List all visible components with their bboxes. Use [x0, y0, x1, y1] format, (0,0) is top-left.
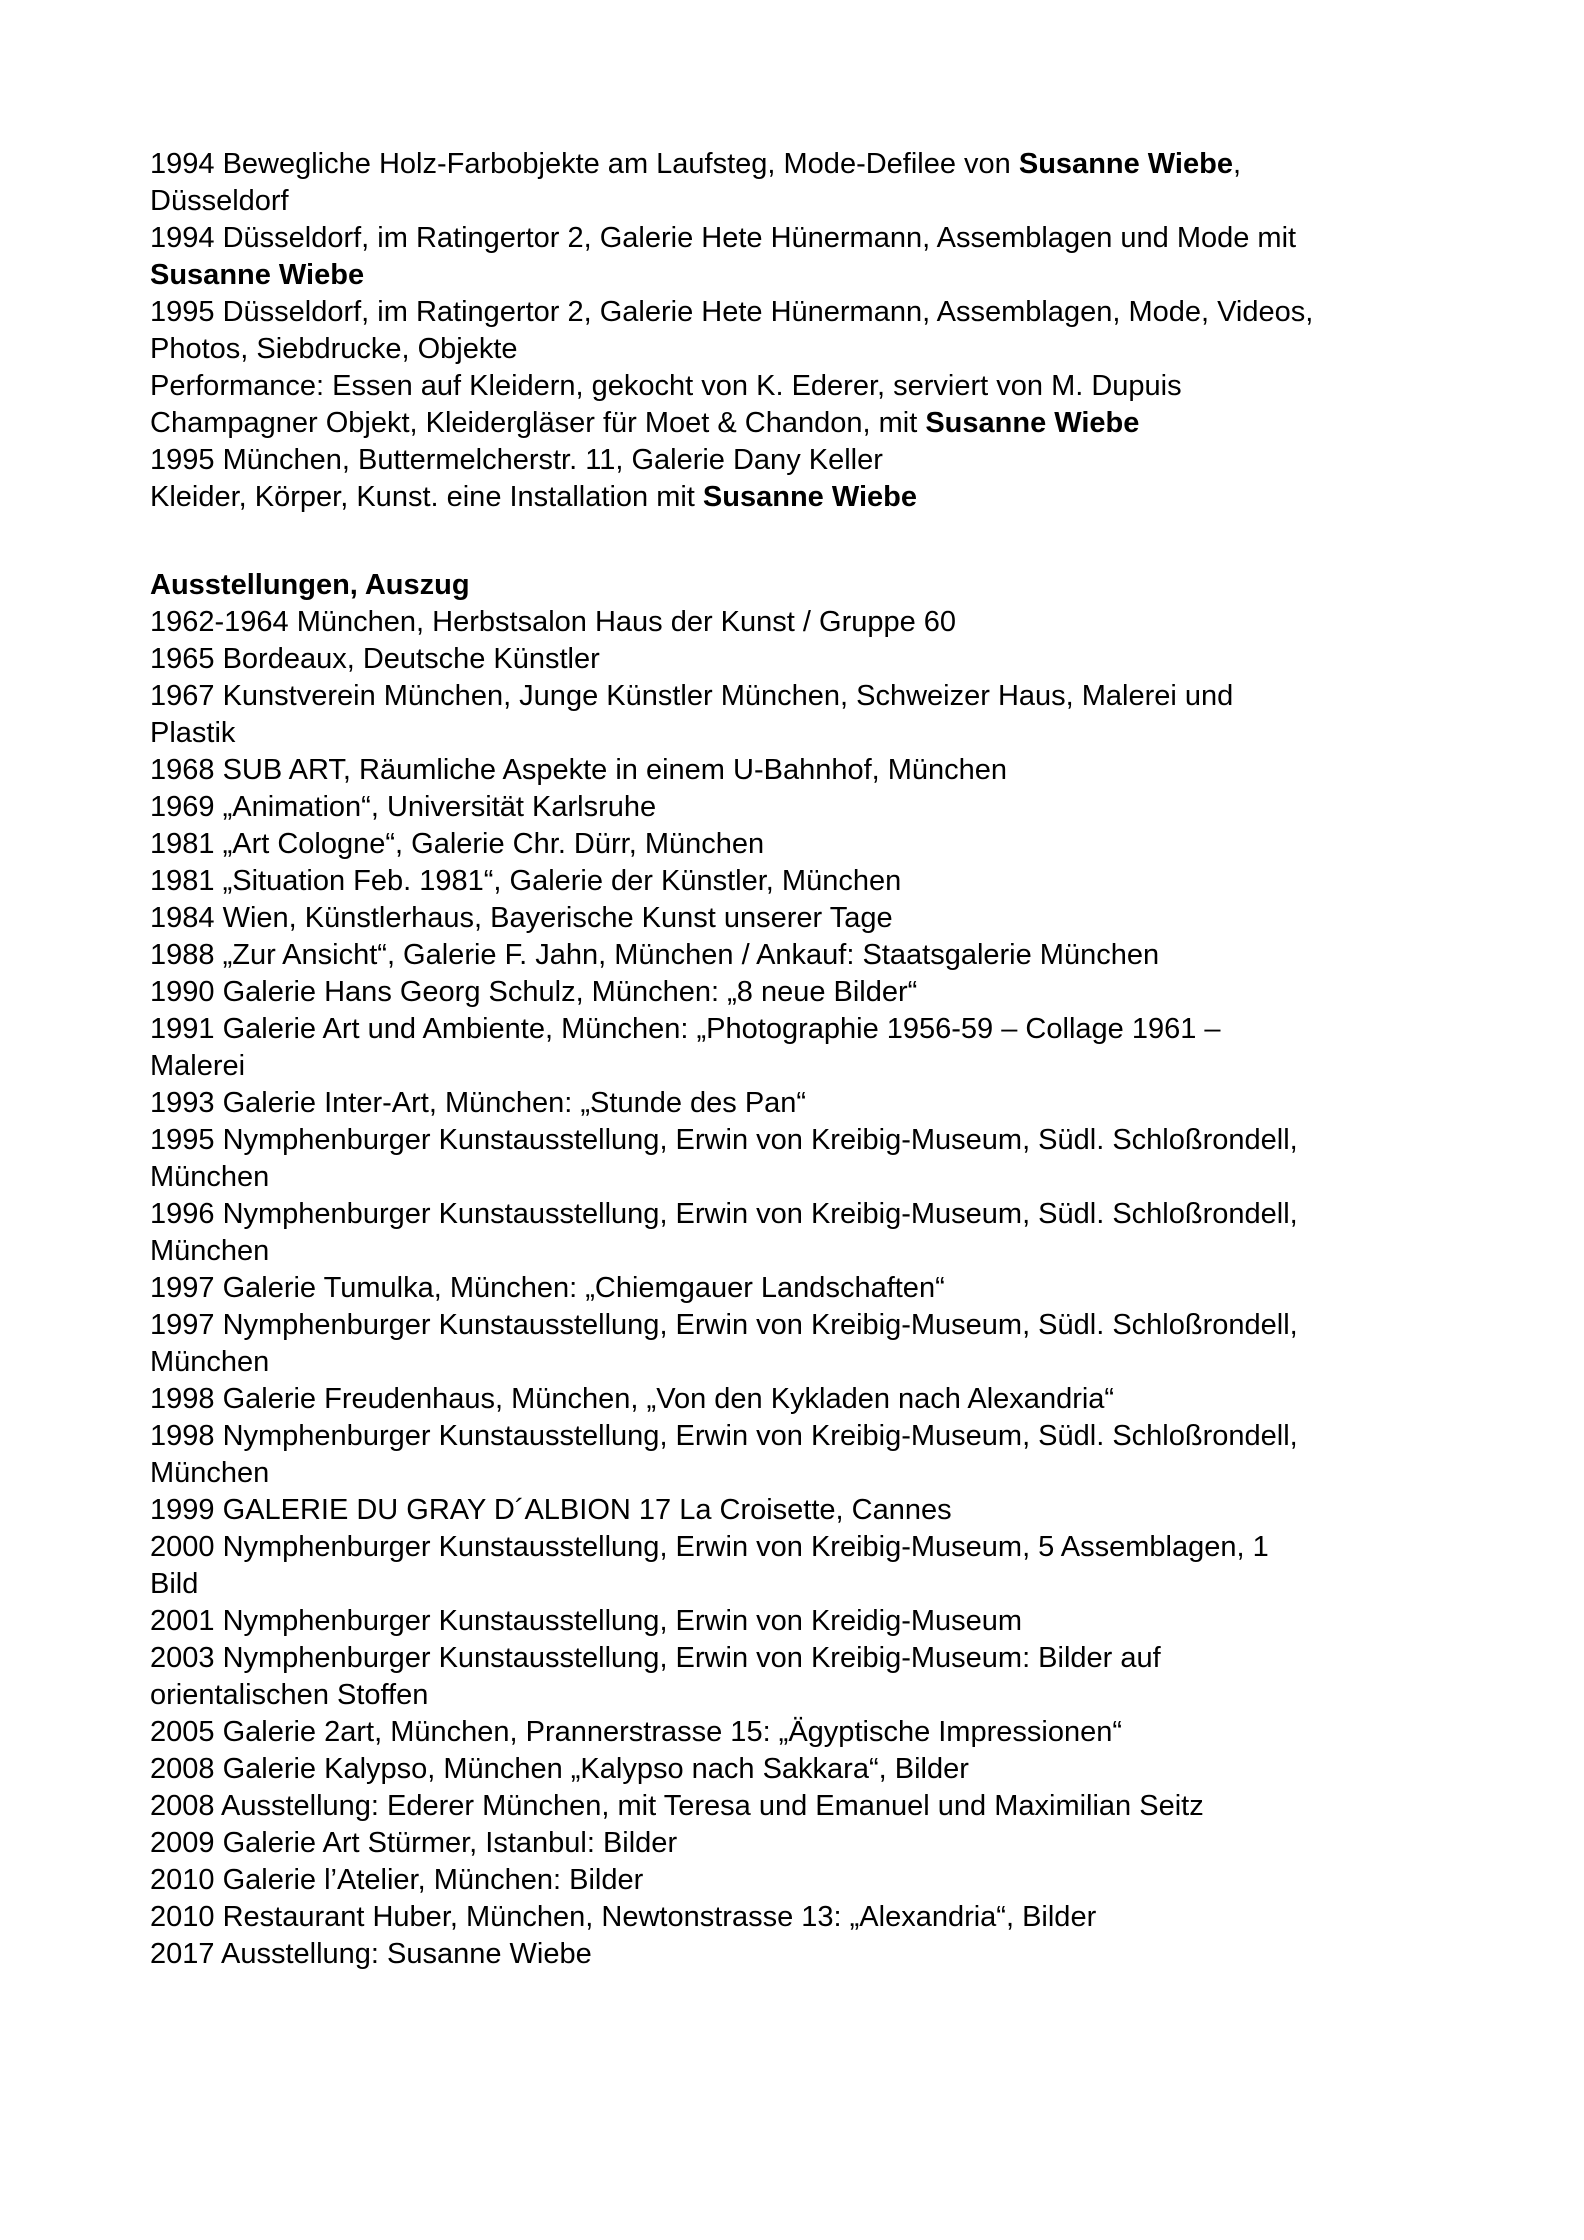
text-run: München [150, 1161, 270, 1193]
text-run: Champagner Objekt, Kleidergläser für Moet & Chandon, mit [150, 407, 926, 439]
text-run: 1998 Nymphenburger Kunstausstellung, Erwin von Kreibig-Museum, Südl. Schloßrondell, [150, 1420, 1298, 1452]
text-run: 1996 Nymphenburger Kunstausstellung, Erwin von Kreibig-Museum, Südl. Schloßrondell, [150, 1198, 1298, 1230]
text-line [150, 146, 1510, 183]
text-run: 1969 „Animation“, Universität Karlsruhe [150, 791, 657, 823]
text-run: Düsseldorf [150, 185, 289, 217]
text-run: 2001 Nymphenburger Kunstausstellung, Erwin von Kreidig-Museum [150, 1605, 1023, 1637]
text-line [150, 1603, 1510, 1640]
text-line [150, 641, 1510, 678]
text-run: 1962-1964 München, Herbstsalon Haus der Kunst / Gruppe 60 [150, 606, 957, 638]
text-run: 1993 Galerie Inter-Art, München: „Stunde des Pan“ [150, 1087, 807, 1119]
text-run: 1984 Wien, Künstlerhaus, Bayerische Kunst unserer Tage [150, 902, 893, 934]
text-line [150, 1455, 1510, 1492]
text-line [150, 1344, 1510, 1381]
text-line [150, 331, 1510, 368]
text-run: 2017 Ausstellung: Susanne Wiebe [150, 1938, 592, 1970]
text-line [150, 368, 1510, 405]
text-line [150, 257, 1510, 294]
text-run: 1998 Galerie Freudenhaus, München, „Von den Kykladen nach Alexandria“ [150, 1383, 1115, 1415]
text-run: orientalischen Stoffen [150, 1679, 429, 1711]
text-line [150, 1714, 1510, 1751]
text-line [150, 863, 1510, 900]
text-run: Kleider, Körper, Kunst. eine Installation mit [150, 481, 703, 513]
text-run: Photos, Siebdrucke, Objekte [150, 333, 518, 365]
bold-text-run: Susanne Wiebe [702, 481, 917, 513]
text-line [150, 752, 1510, 789]
text-line [150, 1566, 1510, 1603]
text-run: München [150, 1346, 270, 1378]
text-run: 1981 „Situation Feb. 1981“, Galerie der Künstler, München [150, 865, 902, 897]
text-run: 2008 Ausstellung: Ederer München, mit Teresa und Emanuel und Maximilian Seitz [150, 1790, 1204, 1822]
text-run: 1994 Bewegliche Holz-Farbobjekte am Laufsteg, Mode-Defilee von [150, 148, 1019, 180]
section-performances-mode [150, 146, 1510, 516]
text-line [150, 1381, 1510, 1418]
text-run: 1967 Kunstverein München, Junge Künstler München, Schweizer Haus, Malerei und [150, 680, 1234, 712]
text-run: 2005 Galerie 2art, München, Prannerstrasse 15: „Ägyptische Impressionen“ [150, 1716, 1122, 1748]
text-run: 1965 Bordeaux, Deutsche Künstler [150, 643, 600, 675]
text-run: 1988 „Zur Ansicht“, Galerie F. Jahn, München / Ankauf: Staatsgalerie München [150, 939, 1160, 971]
text-line [150, 1085, 1510, 1122]
text-line [150, 1640, 1510, 1677]
text-line [150, 1862, 1510, 1899]
text-line [150, 1048, 1510, 1085]
text-line [150, 1751, 1510, 1788]
text-line [150, 405, 1510, 442]
document-text [150, 146, 1510, 1973]
text-run: München [150, 1235, 270, 1267]
text-run: 1995 Nymphenburger Kunstausstellung, Erwin von Kreibig-Museum, Südl. Schloßrondell, [150, 1124, 1298, 1156]
text-run: 2010 Restaurant Huber, München, Newtonstrasse 13: „Alexandria“, Bilder [150, 1901, 1097, 1933]
text-line [150, 604, 1510, 641]
text-run: 1981 „Art Cologne“, Galerie Chr. Dürr, München [150, 828, 765, 860]
text-run: Plastik [150, 717, 236, 749]
text-run: Performance: Essen auf Kleidern, gekocht von K. Ederer, serviert von M. Dupuis [150, 370, 1182, 402]
section-ausstellungen-auszug [150, 567, 1510, 1973]
bold-text-run: Susanne Wiebe [150, 259, 365, 291]
text-line [150, 900, 1510, 937]
text-line [150, 1418, 1510, 1455]
text-line [150, 294, 1510, 331]
text-run: 1994 Düsseldorf, im Ratingertor 2, Galerie Hete Hünermann, Assemblagen und Mode mit [150, 222, 1297, 254]
text-line [150, 974, 1510, 1011]
text-line [150, 183, 1510, 220]
text-run: 1995 Düsseldorf, im Ratingertor 2, Galerie Hete Hünermann, Assemblagen, Mode, Videos, [150, 296, 1314, 328]
text-run: 1990 Galerie Hans Georg Schulz, München: „8 neue Bilder“ [150, 976, 918, 1008]
text-line [150, 1529, 1510, 1566]
text-line [150, 442, 1510, 479]
text-line [150, 1122, 1510, 1159]
text-run: Malerei [150, 1050, 246, 1082]
text-line [150, 826, 1510, 863]
text-line [150, 1307, 1510, 1344]
text-line [150, 1677, 1510, 1714]
bold-text-run: Susanne Wiebe [1018, 148, 1233, 180]
text-run: 2009 Galerie Art Stürmer, Istanbul: Bilder [150, 1827, 678, 1859]
text-run: 2000 Nymphenburger Kunstausstellung, Erwin von Kreibig-Museum, 5 Assemblagen, 1 [150, 1531, 1269, 1563]
text-line [150, 1233, 1510, 1270]
section-heading [150, 567, 1510, 604]
text-line [150, 479, 1510, 516]
text-line [150, 1936, 1510, 1973]
text-line [150, 1825, 1510, 1862]
text-line [150, 789, 1510, 826]
text-run: 2010 Galerie l’Atelier, München: Bilder [150, 1864, 644, 1896]
text-line [150, 1196, 1510, 1233]
text-line [150, 1788, 1510, 1825]
text-line [150, 715, 1510, 752]
text-line [150, 220, 1510, 257]
text-run: Bild [150, 1568, 199, 1600]
text-run: 1991 Galerie Art und Ambiente, München: „Photographie 1956-59 – Collage 1961 – [150, 1013, 1221, 1045]
text-line [150, 1899, 1510, 1936]
text-line [150, 1270, 1510, 1307]
text-run: 1995 München, Buttermelcherstr. 11, Galerie Dany Keller [150, 444, 883, 476]
text-line [150, 1159, 1510, 1196]
text-line [150, 1011, 1510, 1048]
text-line [150, 1492, 1510, 1529]
bold-text-run: Ausstellungen, Auszug [150, 569, 470, 601]
text-run: 1997 Galerie Tumulka, München: „Chiemgauer Landschaften“ [150, 1272, 945, 1304]
text-run: 1997 Nymphenburger Kunstausstellung, Erwin von Kreibig-Museum, Südl. Schloßrondell, [150, 1309, 1298, 1341]
text-run: 2003 Nymphenburger Kunstausstellung, Erwin von Kreibig-Museum: Bilder auf [150, 1642, 1161, 1674]
text-run: 1999 GALERIE DU GRAY D´ALBION 17 La Croisette, Cannes [150, 1494, 952, 1526]
text-line [150, 678, 1510, 715]
text-run: , [1232, 148, 1242, 180]
text-run: 2008 Galerie Kalypso, München „Kalypso nach Sakkara“, Bilder [150, 1753, 969, 1785]
bold-text-run: Susanne Wiebe [925, 407, 1140, 439]
text-run: München [150, 1457, 270, 1489]
text-run: 1968 SUB ART, Räumliche Aspekte in einem U-Bahnhof, München [150, 754, 1008, 786]
text-line [150, 937, 1510, 974]
